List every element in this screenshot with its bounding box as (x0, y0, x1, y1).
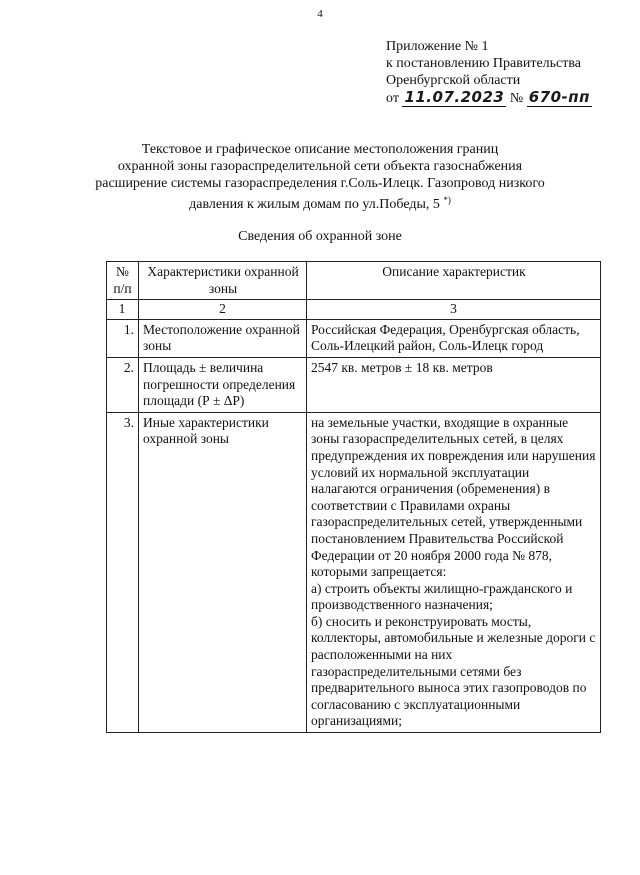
table-row (107, 412, 601, 732)
handwritten-number: 670-пп (528, 88, 590, 106)
row-characteristic: Иные характеристики охранной зоны (139, 412, 307, 732)
restriction-item-b: б) сносить и реконструировать мосты, коллекторы, автомобильные и железные дороги с расположенными на них газораспределительными сетями без предварительного выноса этих газопроводов по согласованию с эксплуатационными организациями; (311, 613, 596, 729)
restriction-item-a: а) строить объекты жилищно-гражданского и производственного назначения; (311, 580, 573, 613)
title-line-1: Текстовое и графическое описание местоположения границ (141, 142, 499, 157)
document-title (60, 141, 580, 213)
row-number: 3. (107, 412, 139, 732)
header-characteristic: Характеристики охранной зоны (139, 262, 307, 300)
title-line-3: расширение системы газораспределения г.Соль-Илецк. Газопровод низкого (95, 176, 545, 191)
title-line-2: охранной зоны газораспределительной сети объекта газоснабжения (117, 159, 523, 174)
appendix-date-line (386, 89, 592, 107)
table-header-row (107, 262, 601, 300)
zone-info-table (106, 261, 601, 733)
row-number: 1. (107, 319, 139, 357)
title-line-4 (60, 192, 580, 213)
table-row (107, 357, 601, 412)
row-characteristic: Местоположение охранной зоны (139, 319, 307, 357)
row-description: Российская Федерация, Оренбургская область, Соль-Илецкий район, Соль-Илецк город (307, 319, 601, 357)
restriction-intro: на земельные участки, входящие в охранные зоны газораспределительных сетей, в целях предупреждения их повреждения или нарушения условий их нормальной эксплуатации налагаются ограничения (обременения) в соответствии с Правилами охраны газораспределительных сетей, утвержденными постановлением Правительства Российской Федерации от 20 ноября 2000 года № 878, которыми запрещается: (311, 414, 596, 580)
appendix-block (386, 38, 592, 107)
row-characteristic: Площадь ± величина погрешности определения площади (Р ± ΔР) (139, 357, 307, 412)
row-description (307, 412, 601, 732)
appendix-title: Приложение № 1 (386, 39, 489, 54)
appendix-resolution-line: к постановлению Правительства (386, 56, 582, 71)
footnote-mark: *) (443, 195, 451, 205)
section-subtitle: Сведения об охранной зоне (238, 229, 402, 244)
column-number: 2 (139, 300, 307, 320)
number-prefix: № (509, 91, 524, 106)
date-prefix: от (386, 91, 399, 106)
title-line-4-text: давления к жилым домам по ул.Победы, 5 (189, 197, 440, 212)
row-number: 2. (107, 357, 139, 412)
column-number: 1 (107, 300, 139, 320)
handwritten-date: 11.07.2023 (404, 88, 505, 106)
header-description: Описание характеристик (307, 262, 601, 300)
row-description: 2547 кв. метров ± 18 кв. метров (307, 357, 601, 412)
appendix-region-line: Оренбургской области (386, 73, 521, 88)
column-number-row (107, 300, 601, 320)
table-row (107, 319, 601, 357)
page-number: 4 (317, 8, 323, 20)
column-number: 3 (307, 300, 601, 320)
header-num: № п/п (107, 262, 139, 300)
